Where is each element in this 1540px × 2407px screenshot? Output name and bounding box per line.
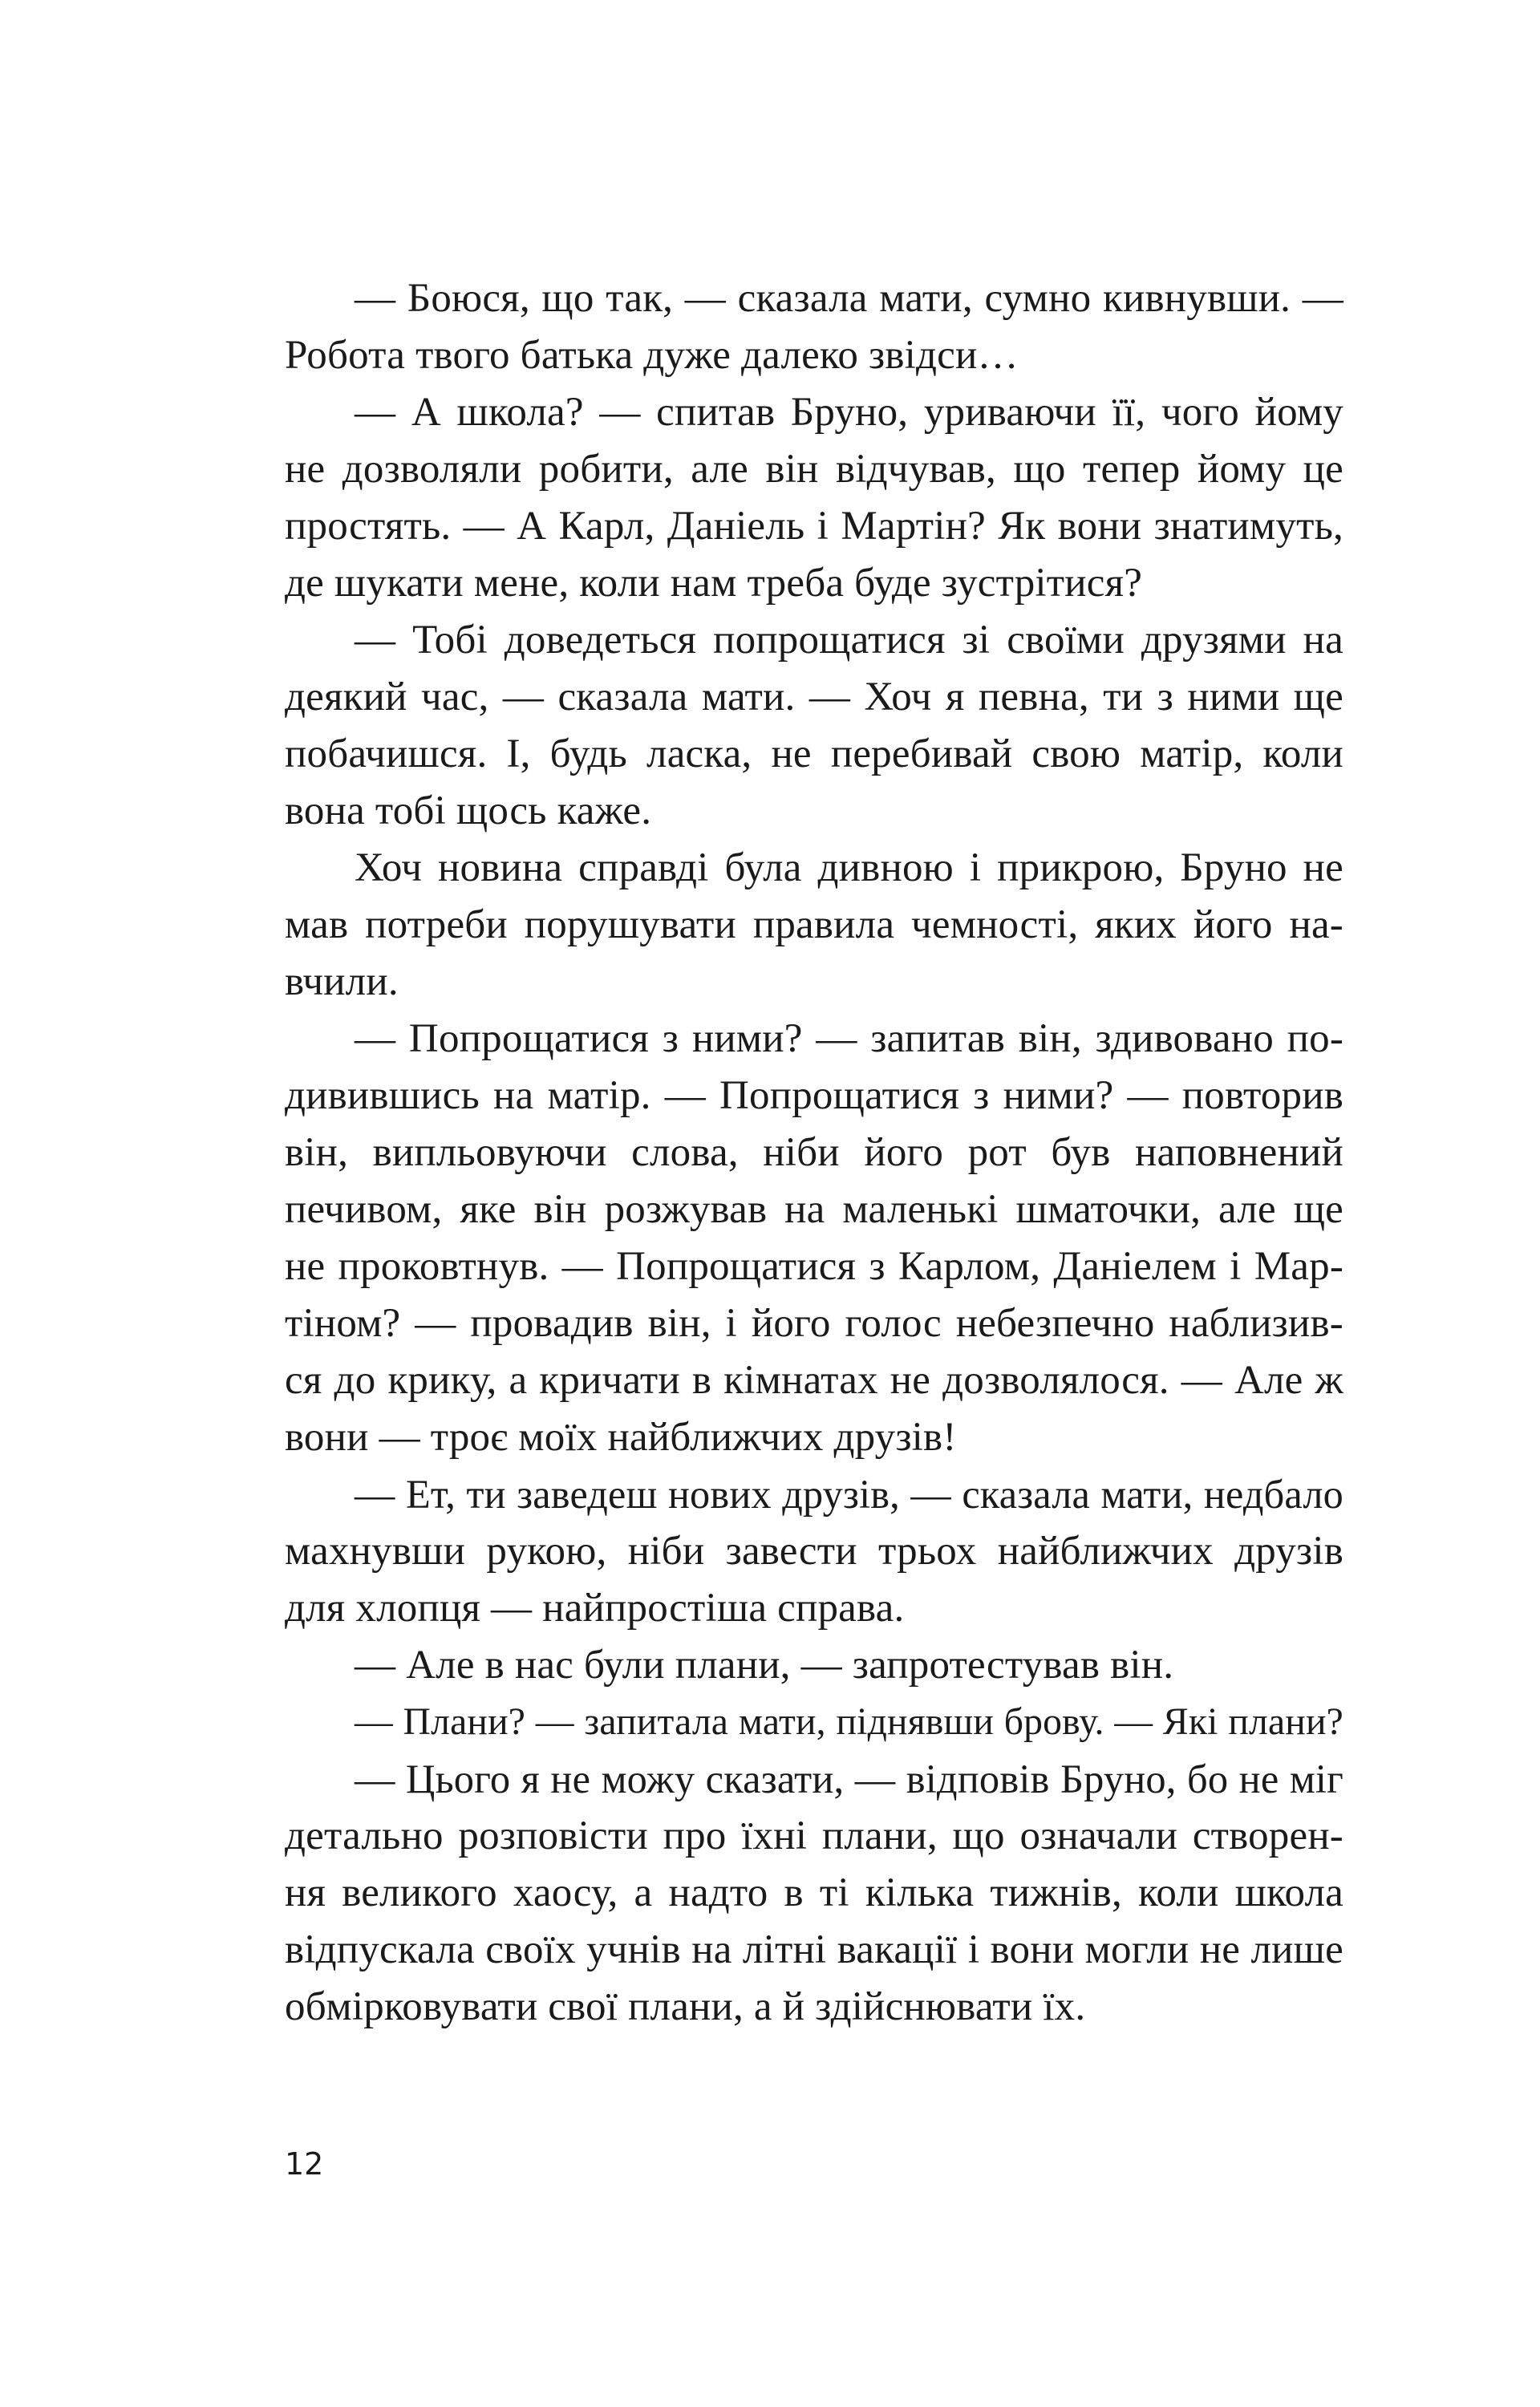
text-line: не дозволяли робити, але він відчував, що тепер йому це [285,447,1343,492]
text-line: побачишся. І, будь ласка, не перебивай свою матір, коли [285,731,1343,776]
text-line: дивившись на матір. — Попрощатися з ними? — повторив [285,1073,1343,1118]
text-line: вони — троє моїх найближчих друзів! [285,1415,957,1460]
text-line: Робота твого батька дуже далеко звідси… [285,333,1019,378]
text-line: — Цього я не можу сказати, — відповів Бруно, бо не міг [355,1757,1343,1801]
text-line: обмірковувати свої плани, а й здійснювати їх. [285,1984,1086,2029]
text-line: — Тобі доведеться попрощатися зі своїми друзями на [355,618,1343,663]
text-line: ся до крику, а кричати в кімнатах не дозволялося. — Але ж [285,1358,1343,1403]
text-line: де шукати мене, коли нам треба буде зустрітися? [285,561,1143,606]
text-line: мав потреби порушувати правила чемності, яких його на- [285,902,1343,947]
text-line: Хоч новина справді була дивною і прикрою, Бруно не [355,845,1343,890]
text-line: махнувши рукою, ніби завести трьох найближчих друзів [285,1529,1343,1574]
text-line: вона тобі щось каже. [285,788,652,833]
text-line: печивом, яке він розжував на маленькі шматочки, але ще [285,1187,1343,1232]
text-line: — Плани? — запитала мати, піднявши брову. — Які плани? [355,1701,1343,1743]
text-line: відпускала своїх учнів на літні вакації і вони могли не лише [285,1927,1343,1972]
text-line: простять. — А Карл, Даніель і Мартін? Як вони знатимуть, [285,504,1343,549]
text-line: — Боюся, що так, — сказала мати, сумно кивнувши. — [355,276,1343,321]
text-line: — Ет, ти заведеш нових друзів, — сказала мати, недбало [355,1472,1343,1517]
text-line: ня великого хаосу, а надто в ті кілька тижнів, коли школа [285,1870,1343,1915]
text-line: тіном? — провадив він, і його голос небезпечно наблизив- [285,1301,1343,1346]
text-line: — А школа? — спитав Бруно, уриваючи її, чого йому [355,390,1343,435]
text-line: — Попрощатися з ними? — запитав він, здивовано по- [355,1016,1343,1061]
text-line: для хлопця — найпростіша справа. [285,1586,905,1631]
text-line: деякий час, — сказала мати. — Хоч я певна, ти з ними ще [285,675,1343,719]
text-line: вчили. [285,959,399,1004]
page-number: 12 [285,2146,324,2182]
text-line: він, випльовуючи слова, ніби його рот був наповнений [285,1130,1343,1175]
text-line: — Але в нас були плани, — запротестував він. [355,1643,1174,1688]
text-line: детально розповісти про їхні плани, що означали створен- [285,1813,1343,1858]
text-line: не проковтнув. — Попрощатися з Карлом, Даніелем і Мар- [285,1244,1343,1289]
